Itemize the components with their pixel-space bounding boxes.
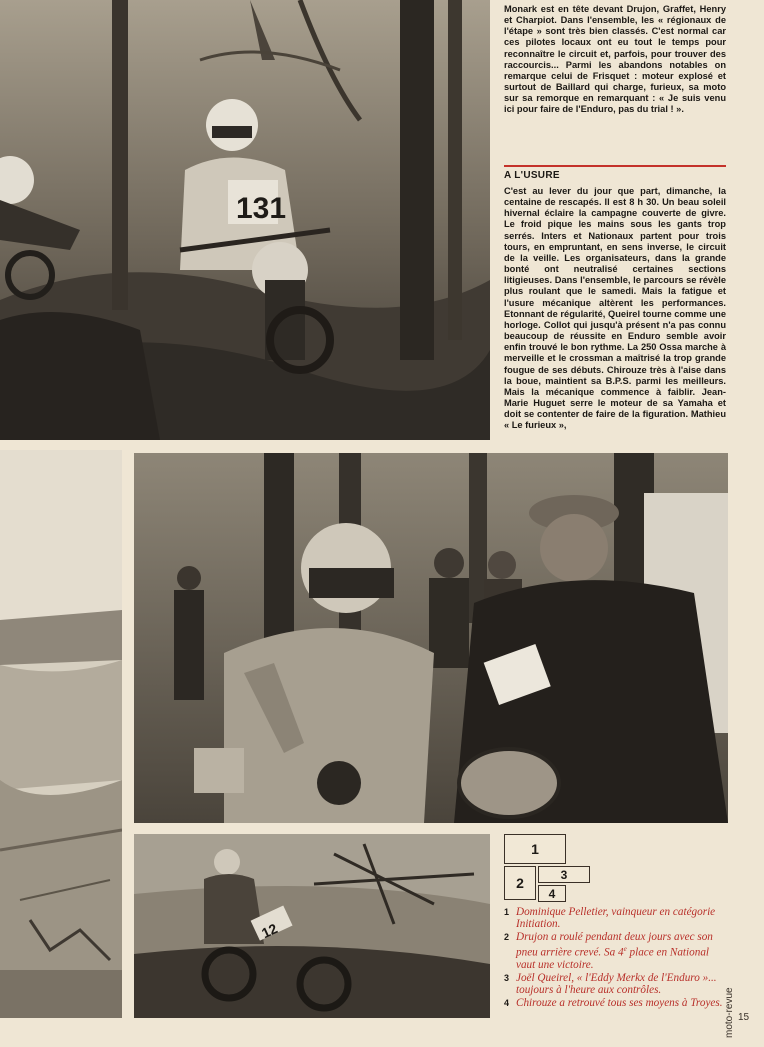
article-paragraph-top: Monark est en tête devant Drujon, Graffet, Henry et Charpiot. Dans l'ensemble, les « régionaux de l'étape » sont très bien classés. C'est normal car ces pilotes locaux ont eu tout le temps pour reconnaître le circuit et, parfois, pour trouver des raccourcis... Parmi les abandons notables on remarque celui de Frisquet : moteur explosé et surtout de Baillard qui charge, furieux, sa moto sur sa remorque en remarquant : « Je suis venu ici pour faire de l'Enduro, pas du trial ! ». (504, 4, 726, 115)
photo-key-box-4: 4 (538, 885, 566, 902)
article-column-top (504, 4, 726, 116)
photo-rider-woods (134, 834, 490, 1018)
caption-4 (504, 997, 726, 1009)
photo-key-box-1: 1 (504, 834, 566, 864)
page-number: 15 (738, 1012, 750, 1023)
caption-text-continued: place en National vaut une victoire. (516, 946, 710, 972)
caption-text: Drujon a roulé pendant deux jours avec son pneu arrière crevé. Sa 4 (516, 930, 713, 959)
rider-number-plate: 131 (236, 192, 287, 225)
caption-1 (504, 906, 726, 931)
caption-superscript: e (623, 945, 627, 954)
section-divider (504, 165, 726, 167)
photo-frosty-field (0, 450, 122, 1018)
magazine-brand: moto-revue (724, 987, 735, 1038)
section-heading: A L'USURE (504, 170, 560, 181)
article-paragraph-body: C'est au lever du jour que part, dimanche, la centaine de rescapés. Il est 8 h 30. Un beau soleil hivernal éclaire la campagne couverte de givre. Le froid pique les mains sous les gants trop serrés. Inters et Nationaux partent pour trois tours, en empruntant, en sens inverse, le circuit de la veille. Les organisateurs, dans la grande bonté ont neutralisé certaines sections litigieuses. Dans l'ensemble, le parcours se révèle plus roulant que le samedi. Mais la fatigue et l'usure mécanique altèrent les performances. Etonnant de régularité, Queirel tourne comme une horloge. Collot qui jusqu'à présent n'a pas connu beaucoup de réussite en Enduro semble avoir enfin trouvé le bon rythme. La 250 Ossa marche à merveille et le crossman a maîtrisé la trop grande fougue de ses débuts. Chirouze très à l'aise dans la boue, maintient sa B.P.S. parmi les meilleurs. Mais la mécanique commence à faiblir. Jean-Marie Huguet serre le moteur de sa Yamaha et doit se contenter de faire de la figuration. Mathieu « Le furieux », (504, 186, 726, 431)
photo-rider-mechanics (134, 453, 728, 823)
caption-text: Joël Queirel, « l'Eddy Merkx de l'Enduro »... toujours à l'heure aux contrôles. (516, 971, 717, 997)
article-column-body (504, 186, 726, 431)
photo-key-box-3: 3 (538, 866, 590, 883)
photo-key (504, 834, 596, 902)
caption-number: 4 (504, 997, 510, 1008)
caption-text: Dominique Pelletier, vainqueur en catégorie Initiation. (516, 906, 716, 931)
caption-text: Chirouze a retrouvé tous ses moyens à Troyes. (516, 996, 723, 1009)
photo-captions (504, 906, 726, 1009)
caption-number: 3 (504, 972, 510, 983)
caption-2 (504, 931, 726, 972)
caption-number: 2 (504, 931, 510, 942)
rider-number-plate-small: 12 (258, 920, 280, 942)
caption-number: 1 (504, 907, 510, 917)
photo-key-box-2: 2 (504, 866, 536, 900)
photo-rider-forest (0, 0, 490, 440)
caption-3 (504, 972, 726, 997)
